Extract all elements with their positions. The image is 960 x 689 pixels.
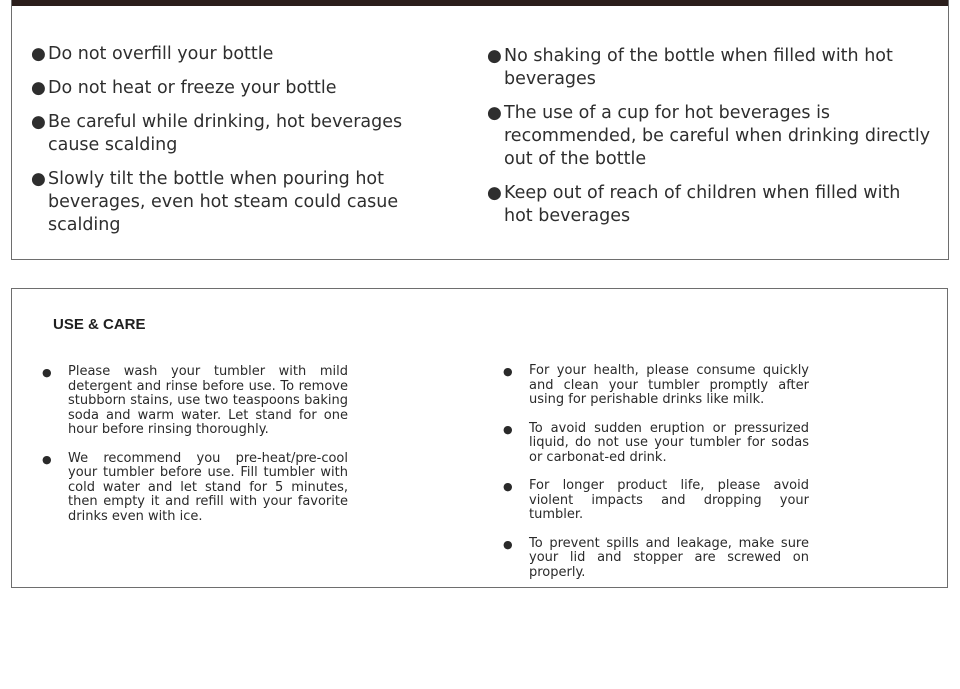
use-care-list-right xyxy=(503,363,809,594)
bullet-icon: ● xyxy=(31,112,46,132)
list-item: ● For longer product life, please avoid violent impacts and dropping your tumbler. xyxy=(503,478,809,522)
list-item: ● Be careful while drinking, hot beverages cause scalding xyxy=(31,112,403,155)
bullet-icon: ● xyxy=(487,183,502,203)
list-item: ● Do not heat or freeze your bottle xyxy=(31,78,337,98)
section-title: USE & CARE xyxy=(53,316,146,333)
bullet-icon: ● xyxy=(503,365,513,378)
warnings-list-left xyxy=(31,43,458,248)
bullet-icon: ● xyxy=(487,46,502,66)
bullet-icon: ● xyxy=(503,537,513,551)
bullet-icon: ● xyxy=(31,78,46,98)
warnings-list-right xyxy=(487,45,934,239)
bullet-icon: ● xyxy=(31,169,46,189)
list-item: ● No shaking of the bottle when filled with hot beverages xyxy=(487,46,893,89)
use-care-list-left xyxy=(42,364,348,538)
bullet-icon: ● xyxy=(487,103,502,123)
list-item: ● We recommend you pre-heat/pre-cool your tumbler before use. Fill tumbler with cold water and let stand for 5 minutes, then empty it and refill with your favorite drinks even with ice. xyxy=(42,450,348,524)
list-item: ● For your health, please consume quickly and clean your tumbler promptly after using for perishable drinks like milk. xyxy=(503,363,809,407)
bullet-icon: ● xyxy=(31,44,46,64)
bullet-icon: ● xyxy=(503,422,513,436)
list-item: ● To prevent spills and leakage, make sure your lid and stopper are screwed on properly. xyxy=(503,535,809,580)
list-item: ● To avoid sudden eruption or pressurized liquid, do not use your tumbler for sodas or carbonat-ed drink. xyxy=(503,420,809,465)
list-item: ● Keep out of reach of children when filled with hot beverages xyxy=(487,183,901,226)
bullet-icon: ● xyxy=(42,366,52,379)
list-item: ● Slowly tilt the bottle when pouring hot beverages, even hot steam could casue scalding xyxy=(31,169,399,235)
list-item: ● The use of a cup for hot beverages is recommended, be careful when drinking directly out of the bottle xyxy=(487,103,931,169)
list-item: ● Do not overfill your bottle xyxy=(31,44,274,64)
list-item: ● Please wash your tumbler with mild detergent and rinse before use. To remove stubborn stains, use two teaspoons baking soda and warm water. Let stand for one hour before rinsing thoroughly. xyxy=(42,364,348,437)
bullet-icon: ● xyxy=(503,480,513,493)
bullet-icon: ● xyxy=(42,452,52,466)
